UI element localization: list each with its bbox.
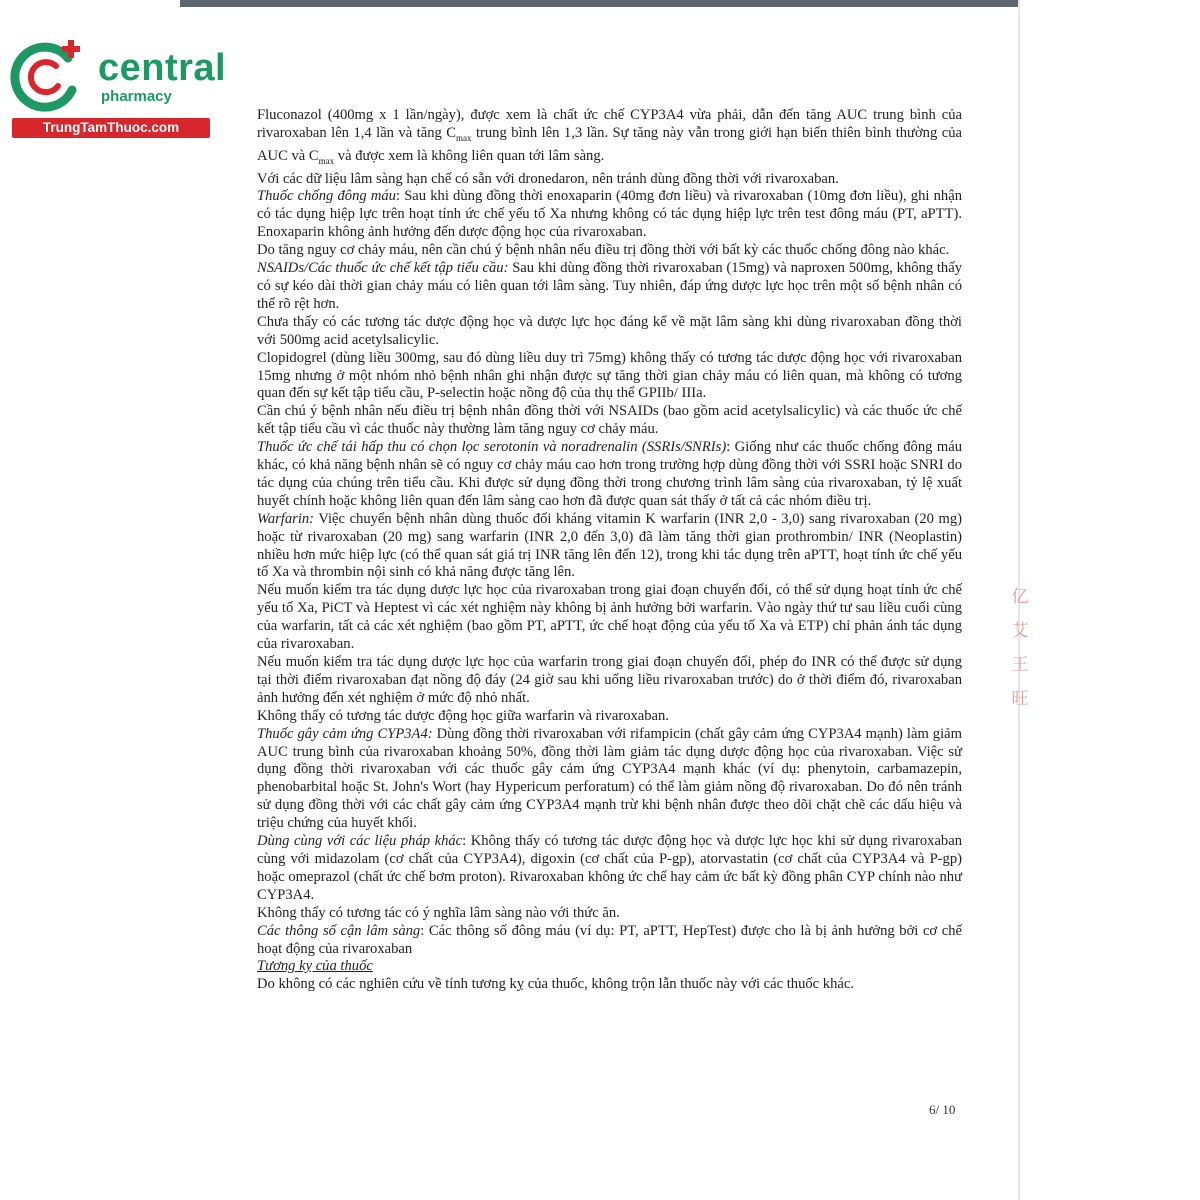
- paragraph: Chưa thấy có các tương tác dược động học và dược lực học đáng kể về mặt lâm sàng khi dùng rivaroxaban đồng thời với 500mg acid acetylsalicylic.: [257, 313, 962, 348]
- paragraph: Với các dữ liệu lâm sàng hạn chế có sẵn với dronedaron, nên tránh dùng đồng thời với rivaroxaban.: [257, 170, 839, 187]
- paragraph: Dùng cùng với các liệu pháp khác: Không thấy có tương tác dược động học và dược lực học khi sử dụng rivaroxaban cùng với midazolam (cơ chất của CYP3A4), digoxin (cơ chất của P-gp), atorvastatin (cơ chất của CYP3A4 và P-gp) hoặc omeprazol (chất ức chế bơm proton). Rivaroxaban không ức chế hay cảm ức bất kỳ đồng phân CYP chính nào như CYP3A4.: [257, 833, 962, 903]
- paragraph: Fluconazol (400mg x 1 lần/ngày), được xem là chất ức chế CYP3A4 vừa phải, dẫn đến tăng AUC trung bình của rivaroxaban lên 1,4 lần và tăng $C_{max}$ trung bình lên 1,3 lần. Sự tăng này vẫn trong giới hạn biến thiên bình thường của AUC và $C_{max}$ và được xem là không liên quan tới lâm sàng.: [257, 107, 962, 166]
- paragraph: Cần chú ý bệnh nhân nếu điều trị bệnh nhân đồng thời với NSAIDs (bao gồm acid acetylsalicylic) và các thuốc ức chế kết tập tiểu cầu vì các thuốc này thường làm tăng nguy cơ chảy máu.: [257, 403, 962, 438]
- logo-site-banner[interactable]: TrungTamThuoc.com: [12, 118, 210, 138]
- paragraph: Thuốc gây cảm ứng CYP3A4: Dùng đồng thời rivaroxaban với rifampicin (chất gây cảm ứng CYP3A4 mạnh) làm giảm AUC trung bình của rivaroxaban khoảng 50%, đồng thời làm giảm tác dụng dược động học của rivaroxaban. Việc sử dụng đồng thời rivaroxaban với các thuốc gây cảm ứng CYP3A4 mạnh khác (ví dụ: phenytoin, carbamazepin, phenobarbital hoặc St. John's Wort (hay Hypericum perforatum) có thể làm giảm nồng độ rivaroxaban. Do đó nên tránh sử dụng đồng thời với các chất gây cảm ứng CYP3A4 mạnh trừ khi bệnh nhân được theo dõi chặt chẽ các dấu hiệu và triệu chứng của huyết khối.: [257, 725, 962, 832]
- page-number: 6/ 10: [929, 1102, 956, 1117]
- paragraph: Do tăng nguy cơ chảy máu, nên cần chú ý bệnh nhân nếu điều trị đồng thời với bất kỳ các thuốc chống đông nào khác.: [257, 242, 950, 259]
- paragraph: NSAIDs/Các thuốc ức chế kết tập tiểu cầu: Sau khi dùng đồng thời rivaroxaban (15mg) và naproxen 500mg, không thấy có sự kéo dài thời gian chảy máu có liên quan tới lâm sàng. Tuy nhiên, đáp ứng dược lực học trên một số bệnh nhân có thể rõ rệt hơn.: [257, 260, 963, 312]
- paragraph: Thuốc ức chế tái hấp thu có chọn lọc serotonin và noradrenalin (SSRIs/SNRIs): Giống như các thuốc chống đông máu khác, có khả năng bệnh nhân sẽ có nguy cơ chảy máu cao hơn trong trường hợp dùng đồng thời với SSRI hoặc SNRI do tác dụng của chúng trên tiểu cầu. Khi được sử dụng đồng thời trong chương trình lâm sàng của rivaroxaban, tỷ lệ xuất huyết chính hoặc không liên quan đến lâm sàng cao hơn đã được quan sát thấy ở tất cả các nhóm điều trị.: [257, 439, 962, 509]
- paragraph: Nếu muốn kiểm tra tác dụng dược lực học của warfarin trong giai đoạn chuyển đổi, phép đo INR có thể được sử dụng tại thời điểm rivaroxaban đạt nồng độ đáy (24 giờ sau khi uống liều rivaroxaban trước) do ở thời điểm đó, rivaroxaban ảnh hưởng đến xét nghiệm ở mức độ nhỏ nhất.: [257, 654, 962, 706]
- red-seal-stamp: 亿 艾 王 旺: [1011, 587, 1029, 708]
- paragraph: Thuốc chống đông máu: Sau khi dùng đồng thời enoxaparin (40mg đơn liều) và rivaroxaban (10mg đơn liều), ghi nhận có tác dụng hiệp lực trên hoạt tính ức chế yếu tố Xa nhưng không có tác dụng hiệp lực trên test đông máu (PT, aPTT). Enoxaparin không ảnh hưởng đến dược động học của rivaroxaban.: [257, 188, 962, 241]
- paragraph: Do không có các nghiên cứu về tính tương kỵ của thuốc, không trộn lẫn thuốc này với các thuốc khác.: [257, 976, 855, 993]
- scan-top-border: [180, 0, 1020, 7]
- paragraph: Các thông số cận lâm sàng: Các thông số đông máu (ví dụ: PT, aPTT, HepTest) được cho là bị ảnh hưởng bởi cơ chế hoạt động của rivaroxaban: [257, 922, 962, 957]
- paragraph: Warfarin: Việc chuyển bệnh nhân dùng thuốc đối kháng vitamin K warfarin (INR 2,0 - 3,0) sang rivaroxaban (20 mg) hoặc từ rivaroxaban (20 mg) sang warfarin (INR 2,0 đến 3,0) đã làm tăng thời gian prothrombin/ INR (Neoplastin) nhiều hơn mức hiệp lực (có thể quan sát giá trị INR tăng lên đến 12), trong khi tác dụng trên aPTT, hoạt tính ức chế yếu tố Xa và thrombin nội sinh có khả năng được tăng lên.: [257, 510, 962, 581]
- paragraph: Nếu muốn kiểm tra tác dụng dược lực học của rivaroxaban trong giai đoạn chuyển đổi, có thể sử dụng hoạt tính ức chế yếu tố Xa, PiCT và Heptest vì các xét nghiệm này không bị ảnh hưởng bởi warfarin. Vào ngày thứ tư sau liều cuối cùng của warfarin, tất cả các xét nghiệm (bao gồm PT, aPTT, ức chế hoạt động của yếu tố Xa và ETP) chỉ phản ánh tác dụng của rivaroxaban.: [257, 582, 962, 653]
- document-body: [257, 107, 962, 994]
- section-heading: Tương kỵ của thuốc: [257, 958, 373, 975]
- logo-subtitle: pharmacy: [101, 88, 172, 105]
- logo-c-plus-icon: [10, 38, 94, 118]
- central-pharmacy-logo[interactable]: [10, 38, 227, 138]
- logo-brand: central: [98, 47, 227, 89]
- paragraph: Không thấy có tương tác dược động học giữa warfarin và rivaroxaban.: [257, 707, 669, 724]
- paragraph: Clopidogrel (dùng liều 300mg, sau đó dùng liều duy trì 75mg) không thấy có tương tác dược động học với rivaroxaban 15mg nhưng ở một nhóm nhỏ bệnh nhân ghi nhận được sự tăng thời gian chảy máu có liên quan, mà không có tương quan đến sự kết tập tiểu cầu, P-selectin hoặc nồng độ của thụ thể GPIIb/ IIIa.: [257, 349, 962, 402]
- paragraph: Không thấy có tương tác có ý nghĩa lâm sàng nào với thức ăn.: [257, 904, 620, 921]
